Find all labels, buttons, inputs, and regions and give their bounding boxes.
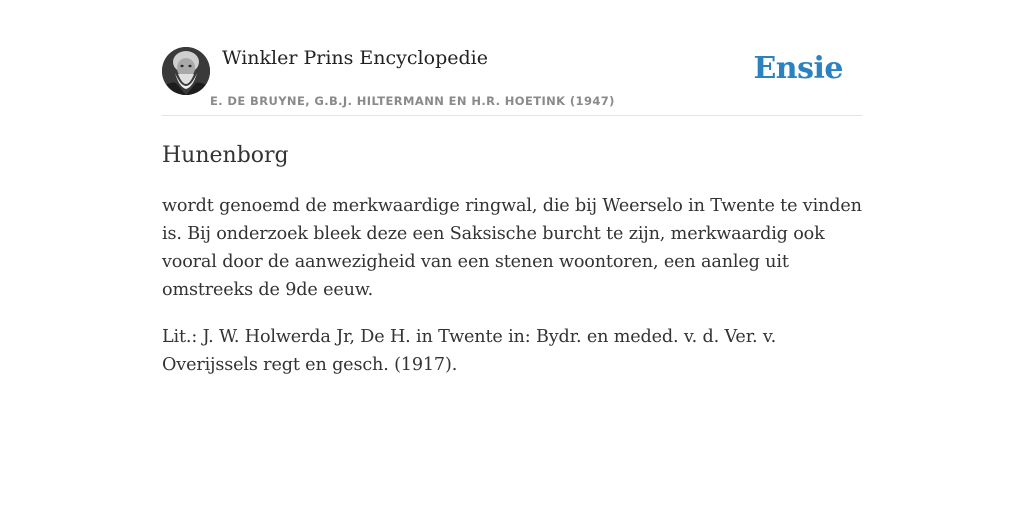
encyclopedia-title[interactable]: Winkler Prins Encyclopedie: [222, 47, 488, 69]
page: [162, 0, 862, 379]
authors-line: E. DE BRUYNE, G.B.J. HILTERMANN EN H.R. HOETINK (1947): [210, 94, 615, 108]
ensie-logo-link[interactable]: Ensie: [753, 51, 843, 86]
article-literature: Lit.: J. W. Holwerda Jr, De H. in Twente in: Bydr. en meded. v. d. Ver. v. Overijssels regt en gesch. (1917).: [162, 327, 777, 375]
header: [162, 46, 862, 116]
article-body: wordt genoemd de merkwaardige ringwal, die bij Weerselo in Twente te vinden is. Bij onderzoek bleek deze een Saksische burcht te zijn, merkwaardig ook vooral door de aanwezigheid van een stenen woontoren, een aanleg uit omstreeks de 9de eeuw.: [162, 196, 862, 300]
article-title: Hunenborg: [162, 143, 289, 168]
author-portrait-icon[interactable]: [162, 47, 210, 95]
